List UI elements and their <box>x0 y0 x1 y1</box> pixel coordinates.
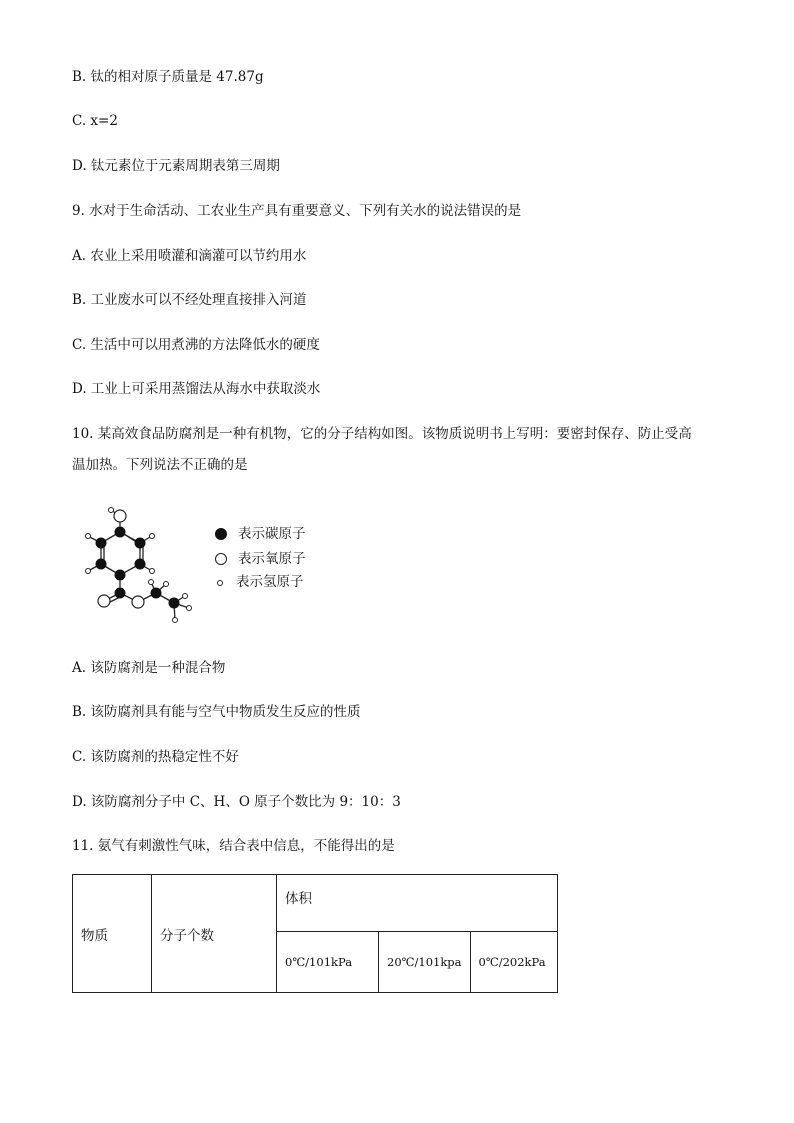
q8-option-d: D. 钛元素位于元素周期表第三周期 <box>72 158 280 174</box>
q10-option-c: C. 该防腐剂的热稳定性不好 <box>72 749 239 765</box>
molecule-structure-diagram <box>78 505 208 630</box>
q11-stem: 11. 氨气有刺激性气味，结合表中信息，不能得出的是 <box>72 838 395 854</box>
legend-carbon-label: 表示碳原子 <box>238 526 306 542</box>
hydrogen-legend-icon <box>217 580 223 586</box>
header-volume-20c-101kpa: 20℃/101kpa <box>379 932 471 993</box>
q9-option-b: B. 工业废水可以不经处理直接排入河道 <box>72 292 307 308</box>
header-substance: 物质 <box>73 875 152 993</box>
legend-oxygen-label: 表示氧原子 <box>238 551 306 567</box>
q10-option-b: B. 该防腐剂具有能与空气中物质发生反应的性质 <box>72 704 361 720</box>
q10-option-a: A. 该防腐剂是一种混合物 <box>72 660 226 676</box>
q11-info-table <box>72 874 558 993</box>
oxygen-legend-icon <box>215 553 227 565</box>
q9-option-a: A. 农业上采用喷灌和滴灌可以节约用水 <box>72 248 307 264</box>
header-volume-0c-101kpa: 0℃/101kPa <box>277 932 379 993</box>
header-volume-0c-202kpa: 0℃/202kPa <box>470 932 557 993</box>
q10-stem-line1: 10. 某高效食品防腐剂是一种有机物，它的分子结构如图。该物质说明书上写明：要密封保存、防止受高 <box>72 426 692 442</box>
q9-option-c: C. 生活中可以用煮沸的方法降低水的硬度 <box>72 337 320 353</box>
q8-option-c: C. x=2 <box>72 113 118 129</box>
header-molecule-count: 分子个数 <box>152 875 277 993</box>
q8-option-b: B. 钛的相对原子质量是 47.87g <box>72 69 264 85</box>
legend-hydrogen-label: 表示氢原子 <box>236 574 304 590</box>
q10-option-d: D. 该防腐剂分子中 C、H、O 原子个数比为 9：10：3 <box>72 794 401 810</box>
q9-stem: 9. 水对于生命活动、工农业生产具有重要意义、下列有关水的说法错误的是 <box>72 203 522 219</box>
header-volume: 体积 <box>277 875 558 932</box>
carbon-legend-icon <box>215 528 227 540</box>
q10-stem-line2: 温加热。下列说法不正确的是 <box>72 457 248 473</box>
q9-option-d: D. 工业上可采用蒸馏法从海水中获取淡水 <box>72 381 321 397</box>
